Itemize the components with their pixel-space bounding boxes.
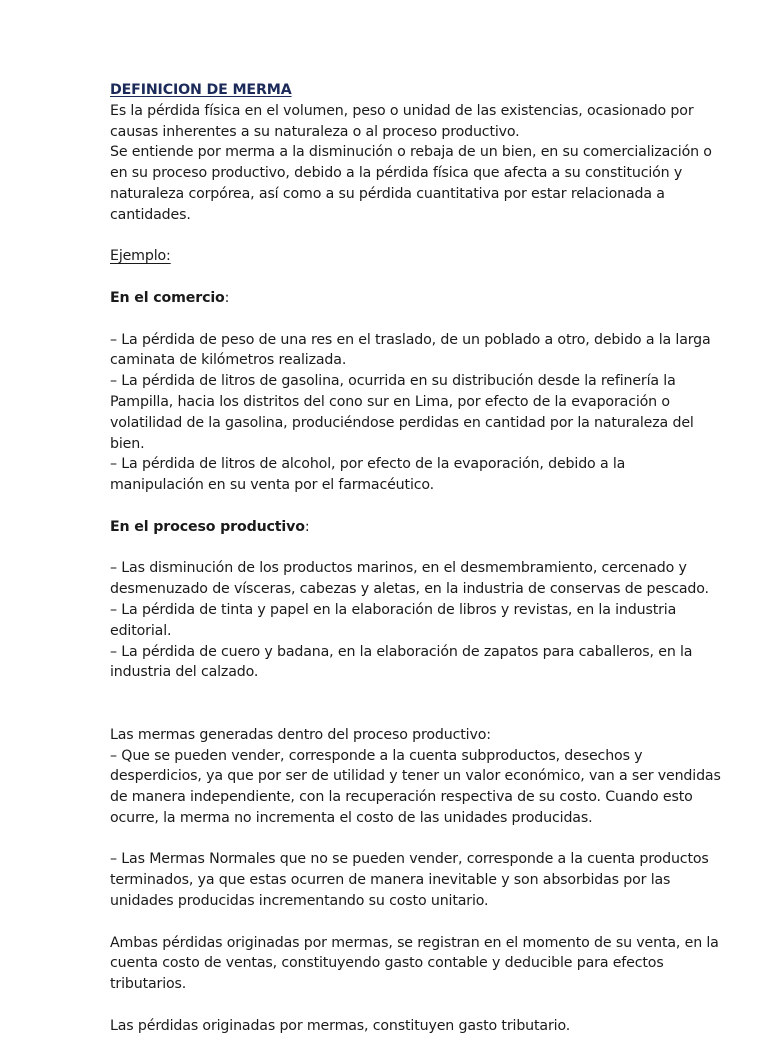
spacer (110, 226, 722, 247)
production-item-2: – La pérdida de tinta y papel en la elaboración de libros y revistas, en la industria editorial. (110, 601, 677, 639)
final-line: Las pérdidas originadas por mermas, constituyen gasto tributario. (110, 1017, 571, 1034)
generated-normal: – Las Mermas Normales que no se pueden vender, corresponde a la cuenta productos terminados, ya que estas ocurren de manera inevitable y son absorbidas por las unidades producidas incrementando su costo unitario. (110, 851, 709, 910)
production-item-1: – Las disminución de los productos marinos, en el desmembramiento, cercenado y desmenuzado de vísceras, cabezas y aletas, en la industria de conservas de pescado. (110, 560, 709, 598)
commerce-item-2: – La pérdida de litros de gasolina, ocurrida en su distribución desde la refinería la Pampilla, hacia los distritos del cono sur en Lima, por efecto de la evaporación o volatilidad de la gasolina, produciéndose perdidas en cantidad por la naturaleza del bien. (110, 373, 694, 452)
spacer (110, 995, 722, 1016)
commerce-item-3: – La pérdida de litros de alcohol, por efecto de la evaporación, debido a la manipulación en su venta por el farmacéutico. (110, 456, 626, 494)
spacer (110, 309, 722, 330)
spacer (110, 683, 722, 725)
commerce-item-1: – La pérdida de peso de una res en el traslado, de un poblado a otro, debido a la larga caminata de kilómetros realizada. (110, 331, 711, 369)
spacer (110, 912, 722, 933)
generated-sellable: – Que se pueden vender, corresponde a la cuenta subproductos, desechos y desperdicios, ya que por ser de utilidad y tener un valor económico, van a ser vendidas de manera independiente, con la recuperación respectiva de su costo. Cuando esto ocurre, la merma no incrementa el costo de las unidades producidas. (110, 747, 721, 826)
spacer (110, 267, 722, 288)
document-body (110, 80, 722, 1037)
production-heading-text: En el proceso productivo (110, 518, 305, 535)
production-item-3: – La pérdida de cuero y badana, en la elaboración de zapatos para caballeros, en la industria del calzado. (110, 643, 693, 681)
example-label: Ejemplo: (110, 248, 171, 265)
spacer (110, 496, 722, 517)
spacer (110, 829, 722, 850)
document-title: DEFINICION DE MERMA (110, 82, 292, 98)
definition-paragraph-2: Se entiende por merma a la disminución o rebaja de un bien, en su comercialización o en su proceso productivo, debido a la pérdida física que afecta a su constitución y naturaleza corpórea, así como a su pérdida cuantitativa por estar relacionada a cantidades. (110, 144, 712, 223)
generated-intro: Las mermas generadas dentro del proceso productivo: (110, 726, 491, 743)
commerce-heading-colon: : (224, 289, 230, 306)
both-losses-paragraph: Ambas pérdidas originadas por mermas, se registran en el momento de su venta, en la cuenta costo de ventas, constituyendo gasto contable y deducible para efectos tributarios. (110, 934, 719, 993)
commerce-heading-text: En el comercio (110, 289, 225, 306)
production-heading-colon: : (304, 518, 310, 535)
commerce-heading (110, 288, 722, 309)
spacer (110, 538, 722, 559)
definition-paragraph-1: Es la pérdida física en el volumen, peso o unidad de las existencias, ocasionado por causas inherentes a su naturaleza o al proceso productivo. (110, 102, 694, 140)
production-heading (110, 517, 722, 538)
